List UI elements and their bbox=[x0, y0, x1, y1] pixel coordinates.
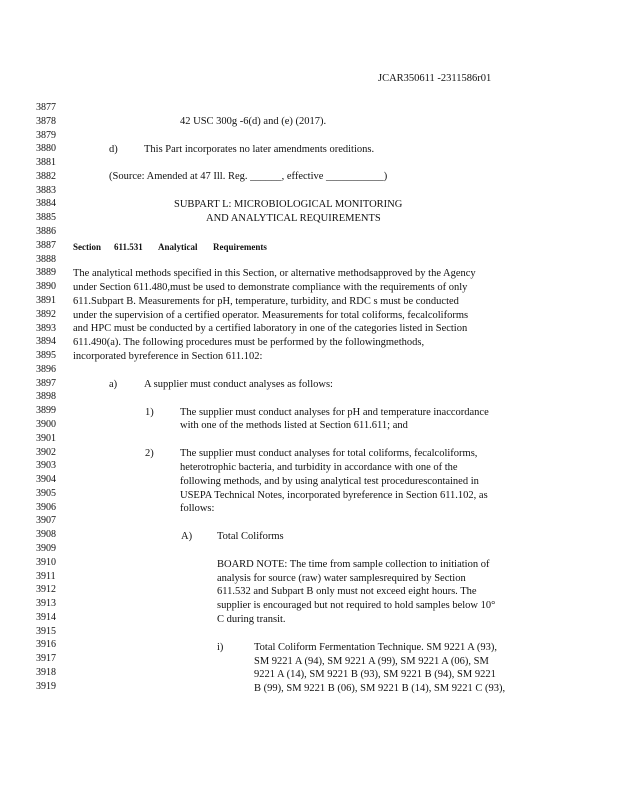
item-label-a: a) bbox=[109, 379, 118, 390]
line-number: 3880 bbox=[36, 143, 56, 155]
line-number: 3916 bbox=[36, 639, 56, 651]
line-number: 3907 bbox=[36, 515, 56, 527]
line-number: 3913 bbox=[36, 598, 56, 610]
line-number: 3915 bbox=[36, 625, 56, 637]
line-number: 3888 bbox=[36, 253, 56, 265]
line-number: 3902 bbox=[36, 446, 56, 458]
item-1-text: with one of the methods listed at Section 611.611; and bbox=[180, 420, 408, 431]
line-number: 3911 bbox=[36, 570, 56, 582]
line-number: 3879 bbox=[36, 129, 56, 141]
item-label-A: A) bbox=[181, 531, 193, 542]
line-number: 3890 bbox=[36, 281, 56, 293]
item-2-text: USEPA Technical Notes, incorporated byreference in Section 611.102, as bbox=[180, 490, 488, 501]
line-number: 3897 bbox=[36, 377, 56, 389]
board-note-line: BOARD NOTE: The time from sample collection to initiation of bbox=[217, 559, 490, 570]
line-number: 3910 bbox=[36, 556, 56, 568]
line-number: 3909 bbox=[36, 543, 56, 554]
body-paragraph-line: under the supervision of a certified operator. Measurements for total coliforms, fecalcoliforms bbox=[73, 310, 469, 321]
line-number: 3900 bbox=[36, 418, 56, 430]
item-2-text: follows: bbox=[180, 503, 215, 514]
item-2-text: heterotrophic bacteria, and turbidity in accordance with one of the bbox=[180, 462, 458, 473]
line-number: 3899 bbox=[36, 405, 56, 417]
section-title-word-2: Requirements bbox=[213, 242, 267, 252]
line-number: 3883 bbox=[36, 184, 56, 196]
line-number: 3885 bbox=[36, 212, 56, 224]
line-number: 3893 bbox=[36, 322, 56, 334]
line-number: 3884 bbox=[36, 198, 56, 210]
line-number: 3882 bbox=[36, 170, 56, 182]
section-title-word-1: Analytical bbox=[158, 242, 198, 252]
item-i-text: Total Coliform Fermentation Technique. SM 9221 A (93), bbox=[254, 642, 498, 653]
line-number: 3901 bbox=[36, 432, 56, 444]
line-number: 3918 bbox=[36, 667, 56, 679]
line-number: 3914 bbox=[36, 611, 56, 623]
line-number: 3896 bbox=[36, 363, 56, 375]
item-i-text: SM 9221 A (94), SM 9221 A (99), SM 9221 A (06), SM bbox=[254, 656, 489, 667]
line-number: 3908 bbox=[36, 529, 56, 541]
line-number: 3894 bbox=[36, 336, 56, 348]
line-number: 3877 bbox=[36, 102, 56, 113]
body-paragraph-line: under Section 611.480,must be used to demonstrate compliance with the requirements of only bbox=[73, 282, 468, 293]
line-number: 3904 bbox=[36, 474, 56, 486]
line-number: 3919 bbox=[36, 680, 56, 692]
item-1-text: The supplier must conduct analyses for pH and temperature inaccordance bbox=[180, 407, 489, 418]
board-note-line: supplier is encouraged but not required to hold samples below 10° bbox=[217, 600, 496, 611]
subpart-heading: SUBPART L: MICROBIOLOGICAL MONITORING bbox=[174, 199, 403, 210]
body-paragraph-line: 611.490(a). The following procedures must be performed by the followingmethods, bbox=[73, 337, 425, 348]
line-number: 3912 bbox=[36, 584, 56, 596]
board-note-line: 611.532 and Subpart B only must not exceed eight hours. The bbox=[217, 586, 477, 597]
line-number: 3892 bbox=[36, 308, 56, 320]
section-number-label: Section bbox=[73, 242, 101, 252]
line-number: 3889 bbox=[36, 267, 56, 279]
line-number: 3881 bbox=[36, 157, 56, 169]
body-paragraph-line: 611.Subpart B. Measurements for pH, temperature, turbidity, and RDC s must be conducted bbox=[73, 296, 459, 307]
line-number: 3898 bbox=[36, 391, 56, 403]
subsection-label-d: d) bbox=[109, 144, 118, 155]
line-number: 3903 bbox=[36, 460, 56, 472]
item-label-i: i) bbox=[217, 642, 224, 653]
line-number: 3886 bbox=[36, 226, 56, 238]
board-note-line: C during transit. bbox=[217, 614, 286, 625]
item-A-title: Total Coliforms bbox=[217, 531, 284, 542]
document-id-header: JCAR350611 -2311586r01 bbox=[378, 73, 492, 84]
item-label-1: 1) bbox=[145, 407, 154, 418]
line-number: 3895 bbox=[36, 350, 56, 362]
body-paragraph-line: incorporated byreference in Section 611.102: bbox=[73, 351, 263, 362]
line-number: 3917 bbox=[36, 653, 56, 665]
line-number: 3906 bbox=[36, 501, 56, 513]
body-paragraph-line: The analytical methods specified in this Section, or alternative methodsapproved by the Agency bbox=[73, 268, 476, 279]
incorporation-statement: This Part incorporates no later amendments oreditions. bbox=[144, 144, 375, 155]
line-number: 3887 bbox=[36, 239, 56, 251]
item-2-text: following methods, and by using analytical test procedurescontained in bbox=[180, 476, 479, 487]
item-i-text: B (99), SM 9221 B (06), SM 9221 B (14), SM 9221 C (93), bbox=[254, 683, 506, 694]
line-number-column bbox=[36, 101, 60, 694]
line-number: 3878 bbox=[36, 115, 56, 127]
subpart-heading-line-2: AND ANALYTICAL REQUIREMENTS bbox=[206, 213, 381, 224]
item-label-2: 2) bbox=[145, 448, 154, 459]
item-a-text: A supplier must conduct analyses as follows: bbox=[144, 379, 333, 390]
line-number: 3905 bbox=[36, 487, 56, 499]
body-paragraph-line: and HPC must be conducted by a certified laboratory in one of the categories listed in Section bbox=[73, 323, 468, 334]
board-note-line: analysis for source (raw) water samplesrequired by Section bbox=[217, 573, 466, 584]
item-2-text: The supplier must conduct analyses for total coliforms, fecalcoliforms, bbox=[180, 448, 478, 459]
source-note: (Source: Amended at 47 Ill. Reg. ______, effective ___________) bbox=[109, 171, 388, 182]
item-i-text: 9221 A (14), SM 9221 B (93), SM 9221 B (94), SM 9221 bbox=[254, 669, 496, 680]
line-number: 3891 bbox=[36, 294, 56, 306]
section-number: 611.531 bbox=[114, 242, 143, 252]
citation-line: 42 USC 300g -6(d) and (e) (2017). bbox=[180, 116, 327, 127]
